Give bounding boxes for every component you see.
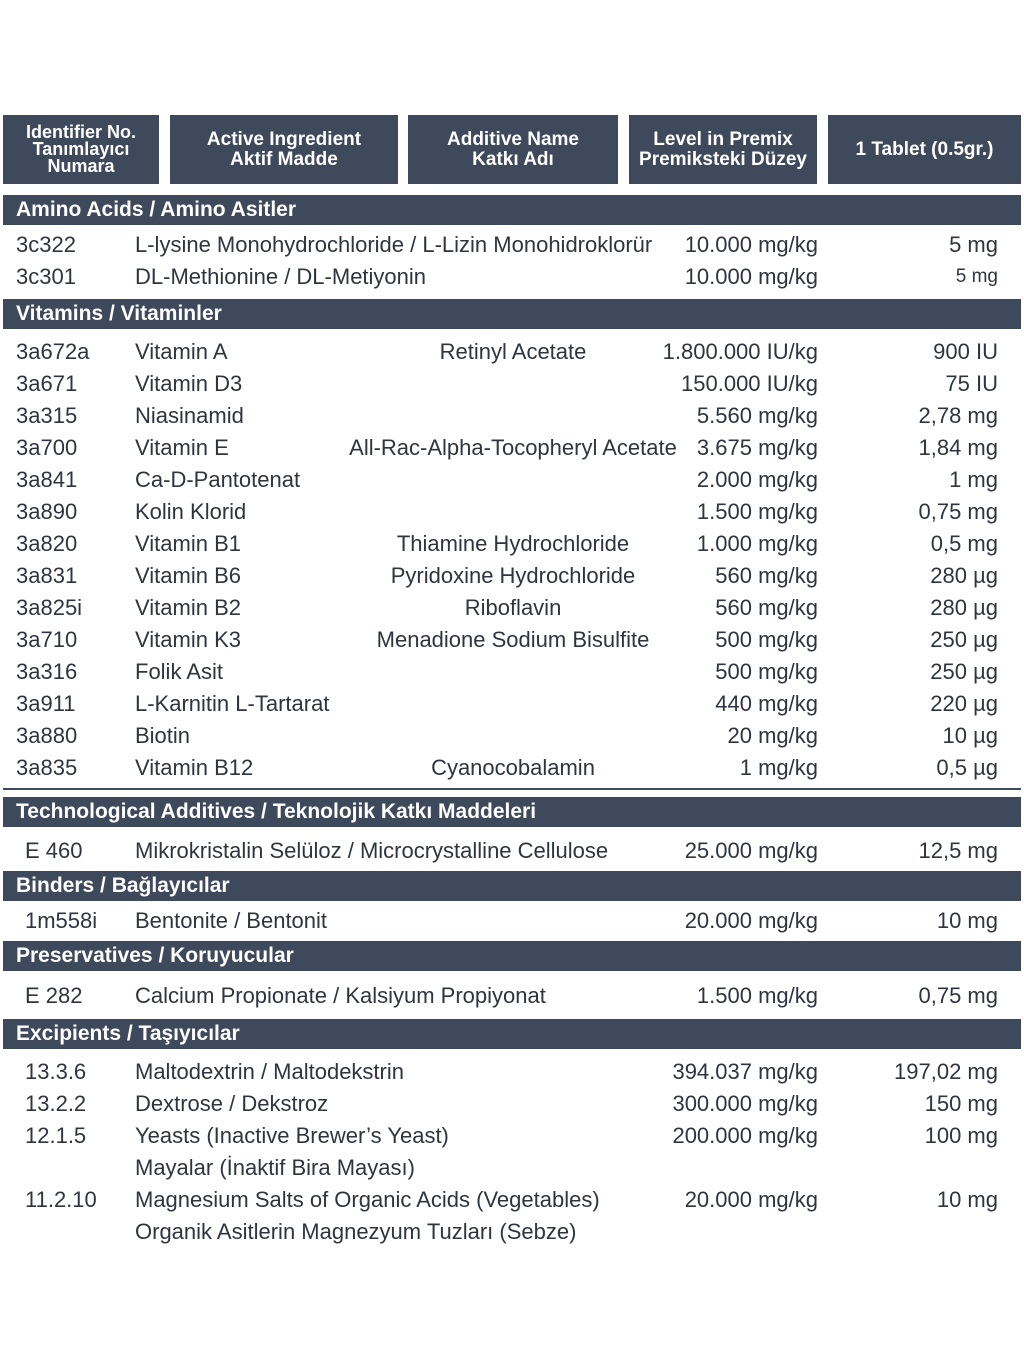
header-identifier-line2: Tanımlayıcı xyxy=(32,139,130,159)
table-row xyxy=(0,496,1024,528)
identifier-cell: E 282 xyxy=(25,983,83,1008)
table-row xyxy=(0,592,1024,624)
additive-name-cell: Thiamine Hydrochloride xyxy=(396,531,630,556)
level-cell: 1 mg/kg xyxy=(739,755,818,780)
active-ingredient-cell: Yeasts (Inactive Brewer’s Yeast) xyxy=(135,1123,449,1148)
identifier-cell: 3a841 xyxy=(16,467,78,492)
header-active-ingredient xyxy=(170,115,398,184)
level-cell: 500 mg/kg xyxy=(715,659,818,684)
active-ingredient-cell: Folik Asit xyxy=(135,659,224,684)
active-ingredient-cell: Niasinamid xyxy=(135,403,244,428)
table-row xyxy=(0,1216,1024,1248)
header-identifier xyxy=(3,115,159,184)
table-row xyxy=(0,229,1024,261)
identifier-cell: 3a820 xyxy=(16,531,78,556)
identifier-cell: 3a880 xyxy=(16,723,78,748)
identifier-cell: 3a835 xyxy=(16,755,78,780)
level-cell: 10.000 mg/kg xyxy=(684,232,818,257)
active-ingredient-cell: Kolin Klorid xyxy=(135,499,247,524)
header-additive-line2: Katkı Adı xyxy=(472,148,554,170)
header-tablet-line: 1 Tablet (0.5gr.) xyxy=(855,138,994,160)
header-additive-line1: Additive Name xyxy=(447,128,579,150)
level-cell: 20 mg/kg xyxy=(727,723,818,748)
active-ingredient-cell: Maltodextrin / Maltodekstrin xyxy=(135,1059,404,1084)
level-cell: 2.000 mg/kg xyxy=(696,467,818,492)
table-row xyxy=(0,528,1024,560)
level-cell: 25.000 mg/kg xyxy=(684,838,818,863)
table-row xyxy=(0,560,1024,592)
table-row xyxy=(0,1120,1024,1152)
section-title-vitamins: Vitamins / Vitaminler xyxy=(3,299,1021,329)
section-title-amino-acids: Amino Acids / Amino Asitler xyxy=(3,195,1021,225)
tablet-cell: 5 mg xyxy=(949,232,998,257)
active-ingredient-cell: DL-Methionine / DL-Metiyonin xyxy=(135,264,427,289)
table-row xyxy=(0,752,1024,784)
header-tablet xyxy=(828,115,1021,184)
level-cell: 300.000 mg/kg xyxy=(672,1091,818,1116)
active-ingredient-cell: Mikrokristalin Selüloz / Microcrystalline Cellulose xyxy=(135,838,609,863)
identifier-cell: 3a315 xyxy=(16,403,78,428)
identifier-cell: 3a316 xyxy=(16,659,78,684)
table-row xyxy=(0,368,1024,400)
active-ingredient-cell: Calcium Propionate / Kalsiyum Propiyonat xyxy=(135,983,546,1008)
table-row xyxy=(0,1184,1024,1216)
active-ingredient-cell: Ca-D-Pantotenat xyxy=(135,467,301,492)
section-title-excipients: Excipients / Taşıyıcılar xyxy=(3,1019,1021,1049)
active-ingredient-cell: Vitamin B2 xyxy=(135,595,241,620)
active-ingredient-cell: Dextrose / Dekstroz xyxy=(135,1091,329,1116)
additive-name-cell: Retinyl Acetate xyxy=(439,339,587,364)
identifier-cell: 3c301 xyxy=(16,264,76,289)
level-cell: 3.675 mg/kg xyxy=(696,435,818,460)
table-row xyxy=(0,980,1024,1012)
additive-name-cell: Riboflavin xyxy=(464,595,562,620)
active-ingredient-cell: Bentonite / Bentonit xyxy=(135,908,328,933)
identifier-cell: 1m558i xyxy=(25,908,98,933)
tablet-cell: 75 IU xyxy=(945,371,998,396)
identifier-cell: 3a672a xyxy=(16,339,90,364)
additive-name-cell: All-Rac-Alpha-Tocopheryl Acetate xyxy=(349,435,677,460)
tablet-cell: 0,5 µg xyxy=(936,755,998,780)
tablet-cell: 220 µg xyxy=(930,691,998,716)
level-cell: 20.000 mg/kg xyxy=(684,1187,818,1212)
tablet-cell: 5 mg xyxy=(955,266,998,287)
level-cell: 150.000 IU/kg xyxy=(681,371,818,396)
header-level-in-premix xyxy=(629,115,817,184)
level-cell: 560 mg/kg xyxy=(715,563,818,588)
table-row xyxy=(0,400,1024,432)
additive-name-cell: Pyridoxine Hydrochloride xyxy=(390,563,636,588)
active-ingredient-cell: Vitamin B6 xyxy=(135,563,241,588)
table-row xyxy=(0,624,1024,656)
tablet-cell: 0,75 mg xyxy=(918,983,998,1008)
identifier-cell: 3a671 xyxy=(16,371,78,396)
tablet-cell: 10 mg xyxy=(936,908,998,933)
header-additive-name xyxy=(408,115,618,184)
header-active-line1: Active Ingredient xyxy=(206,128,362,150)
tablet-cell: 197,02 mg xyxy=(894,1059,998,1084)
table-row xyxy=(0,720,1024,752)
level-cell: 200.000 mg/kg xyxy=(672,1123,818,1148)
tablet-cell: 250 µg xyxy=(930,627,998,652)
table-row xyxy=(0,261,1024,293)
active-ingredient-cell: Vitamin K3 xyxy=(135,627,241,652)
header-active-line2: Aktif Madde xyxy=(230,148,338,170)
tablet-cell: 150 mg xyxy=(924,1091,998,1116)
tablet-cell: 0,75 mg xyxy=(918,499,998,524)
active-ingredient-cell: Vitamin B1 xyxy=(135,531,241,556)
active-ingredient-cell: Organik Asitlerin Magnezyum Tuzları (Sebze) xyxy=(135,1219,577,1244)
table-row xyxy=(0,464,1024,496)
additive-name-cell: Cyanocobalamin xyxy=(431,755,595,780)
level-cell: 394.037 mg/kg xyxy=(672,1059,818,1084)
identifier-cell: 11.2.10 xyxy=(25,1187,97,1212)
header-identifier-line1: Identifier No. xyxy=(25,122,136,142)
level-cell: 1.500 mg/kg xyxy=(696,983,818,1008)
level-cell: 10.000 mg/kg xyxy=(684,264,818,289)
table-row xyxy=(0,432,1024,464)
active-ingredient-cell: Biotin xyxy=(135,723,191,748)
header-level-line1: Level in Premix xyxy=(653,128,793,150)
table-row xyxy=(0,688,1024,720)
active-ingredient-cell: Magnesium Salts of Organic Acids (Vegetables) xyxy=(135,1187,600,1212)
table-row xyxy=(0,835,1024,867)
tablet-cell: 12,5 mg xyxy=(918,838,998,863)
identifier-cell: 13.2.2 xyxy=(25,1091,87,1116)
identifier-cell: E 460 xyxy=(25,838,83,863)
table-row xyxy=(0,656,1024,688)
tablet-cell: 2,78 mg xyxy=(918,403,998,428)
level-cell: 1.000 mg/kg xyxy=(696,531,818,556)
identifier-cell: 13.3.6 xyxy=(25,1059,87,1084)
tablet-cell: 250 µg xyxy=(930,659,998,684)
header-level-line2: Premiksteki Düzey xyxy=(639,148,807,170)
table-row xyxy=(0,905,1024,937)
identifier-cell: 3c322 xyxy=(16,232,76,257)
level-cell: 500 mg/kg xyxy=(715,627,818,652)
level-cell: 560 mg/kg xyxy=(715,595,818,620)
identifier-cell: 3a831 xyxy=(16,563,78,588)
identifier-cell: 3a825i xyxy=(16,595,83,620)
identifier-cell: 3a911 xyxy=(16,691,76,716)
table-row xyxy=(0,1088,1024,1120)
tablet-cell: 100 mg xyxy=(924,1123,998,1148)
additive-name-cell: Menadione Sodium Bisulfite xyxy=(376,627,650,652)
active-ingredient-cell: Vitamin D3 xyxy=(135,371,243,396)
section-title-technological-additives: Technological Additives / Teknolojik Katkı Maddeleri xyxy=(3,797,1021,827)
level-cell: 20.000 mg/kg xyxy=(684,908,818,933)
tablet-cell: 1,84 mg xyxy=(918,435,998,460)
table-row xyxy=(0,1152,1024,1184)
table-row xyxy=(0,1056,1024,1088)
active-ingredient-cell: L-lysine Monohydrochloride / L-Lizin Monohidroklorür xyxy=(135,232,653,257)
tablet-cell: 10 mg xyxy=(936,1187,998,1212)
active-ingredient-cell: Vitamin E xyxy=(135,435,229,460)
tablet-cell: 900 IU xyxy=(933,339,998,364)
active-ingredient-cell: Vitamin A xyxy=(135,339,228,364)
tablet-cell: 280 µg xyxy=(930,595,998,620)
identifier-cell: 12.1.5 xyxy=(25,1123,87,1148)
active-ingredient-cell: Mayalar (İnaktif Bira Mayası) xyxy=(135,1155,415,1180)
identifier-cell: 3a890 xyxy=(16,499,78,524)
level-cell: 440 mg/kg xyxy=(715,691,818,716)
active-ingredient-cell: Vitamin B12 xyxy=(135,755,254,780)
header-identifier-line3: Numara xyxy=(47,156,115,176)
tablet-cell: 1 mg xyxy=(949,467,998,492)
tablet-cell: 0,5 mg xyxy=(930,531,998,556)
tablet-cell: 10 µg xyxy=(942,723,998,748)
section-divider xyxy=(3,788,1021,790)
level-cell: 1.500 mg/kg xyxy=(696,499,818,524)
level-cell: 1.800.000 IU/kg xyxy=(662,339,818,364)
section-title-preservatives: Preservatives / Koruyucular xyxy=(3,941,1021,971)
level-cell: 5.560 mg/kg xyxy=(696,403,818,428)
tablet-cell: 280 µg xyxy=(930,563,998,588)
table-row xyxy=(0,336,1024,368)
identifier-cell: 3a700 xyxy=(16,435,78,460)
section-title-binders: Binders / Bağlayıcılar xyxy=(3,871,1021,901)
identifier-cell: 3a710 xyxy=(16,627,78,652)
active-ingredient-cell: L-Karnitin L-Tartarat xyxy=(135,691,330,716)
